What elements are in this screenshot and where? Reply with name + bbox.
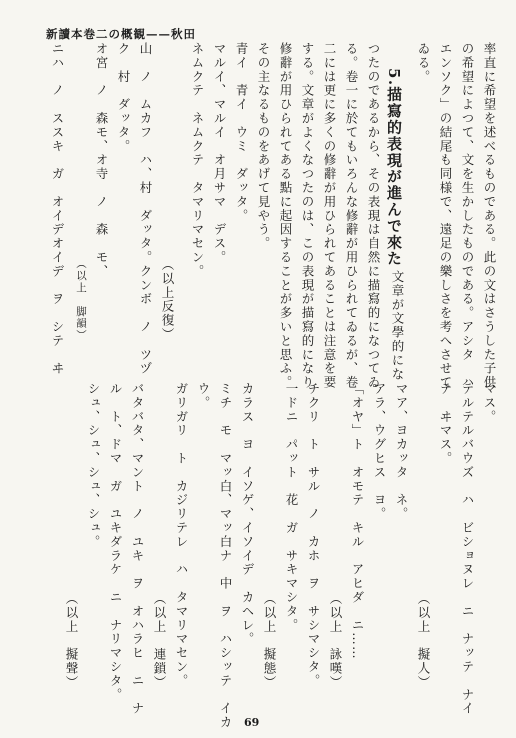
text-column: る。卷一に於てもいろんな修辭が用ひられてゐるが、卷 (344, 42, 359, 390)
text-column: カラス ヨ イソゲ、イソイデ カヘレ。 (240, 382, 255, 647)
text-column: 「オヤ」ト オモテ キル アヒダ ニ…… (350, 382, 365, 660)
text-column: オ宮 ノ 森モ、オ寺 ノ 森 モ、 (94, 42, 109, 279)
text-column: 文章が文學的にな (390, 270, 405, 382)
text-column: その主なるものをあげて見やう。 (256, 42, 271, 251)
text-column: テルテルバウズ ハ ビショヌレ ニ ナッテ ナイ (460, 382, 475, 716)
text-column: 率直に希望を述べるものである。此の文はさうした子供 (482, 42, 497, 390)
text-column: マア、ヨカッタ ネ。 (394, 382, 409, 521)
text-column: ニハ ノ ススキ ガ オイデオイデ ヲ シテ ヰ (50, 42, 65, 376)
text-column: マス。 (482, 382, 497, 424)
text-column: バタバタ、マント ノ ユキ ヲ オハラヒ ニ ナ (130, 382, 145, 716)
text-column: テ ヰマス。 (438, 382, 453, 466)
annotation-label: （以上 擬聲） (64, 592, 79, 690)
annotation-label: （以上反復） (160, 258, 175, 342)
text-column: シュ、シュ、シュ、シュ。 (86, 382, 101, 549)
text-column: ネムクテ ネムクテ タマリマセン。 (190, 42, 205, 279)
annotation-label: （以上 連鎖） (152, 592, 167, 690)
text-column: 修辭が用ひられてある點に起因することが多いと思ふ。 (278, 42, 293, 390)
text-column: の希望によつて、文を生かしたものである。アシタ ハ (460, 42, 475, 390)
annotation-label: （以上 脚韻） (75, 258, 87, 342)
text-column: チクリ ト サル ノ カホ ヲ サシマシタ。 (306, 382, 321, 688)
text-column: ガリガリ ト カジリテレ ハ タマリマセン。 (174, 382, 189, 688)
text-column: 青イ 青イ ウミ ダッタ。 (234, 42, 249, 223)
text-column: ク 村 ダッタ。 (116, 42, 131, 154)
section-heading: 5.描寫的表現が進んで來た (385, 68, 403, 267)
annotation-label: （以上 擬態） (262, 592, 277, 690)
text-column: エンソク」の結尾も同様で、遠足の樂しさを考へさせて (438, 42, 453, 390)
text-column: ゐる。 (416, 42, 431, 84)
annotation-label: （以上 擬人） (416, 592, 431, 690)
text-column: マルイ、マルイ オ月サマ デス。 (212, 42, 227, 265)
text-column: 二には更に多くの修辭が用ひられてあることは注意を要 (322, 42, 337, 390)
text-column: ミチ モ マッ白、マッ白ナ 中 ヲ ハシッテ イカ (218, 382, 233, 730)
text-column: つたのであるから、その表現は自然に描寫的になつてゐ (366, 42, 381, 390)
running-header: 新讀本卷二の概観——秋田 (46, 27, 196, 41)
text-column: 山 ノ ムカフ ハ、村 ダッタ。クンボ ノ ツヅ (138, 42, 153, 376)
text-column: ル ト、ドマ ガ ユキダラケ ニ ナリマシタ。 (108, 382, 123, 702)
page-number: 69 (244, 716, 260, 729)
text-column: アラ、ウグヒス ヨ。 (372, 382, 387, 521)
annotation-label: （以上 詠嘆） (328, 592, 343, 690)
text-column: 一ドニ パット 花 ガ サキマシタ。 (284, 382, 299, 633)
text-column: する。文章がよくなつたのは、この表現が描寫的になり (300, 42, 315, 390)
text-column: ウ。 (196, 382, 211, 410)
